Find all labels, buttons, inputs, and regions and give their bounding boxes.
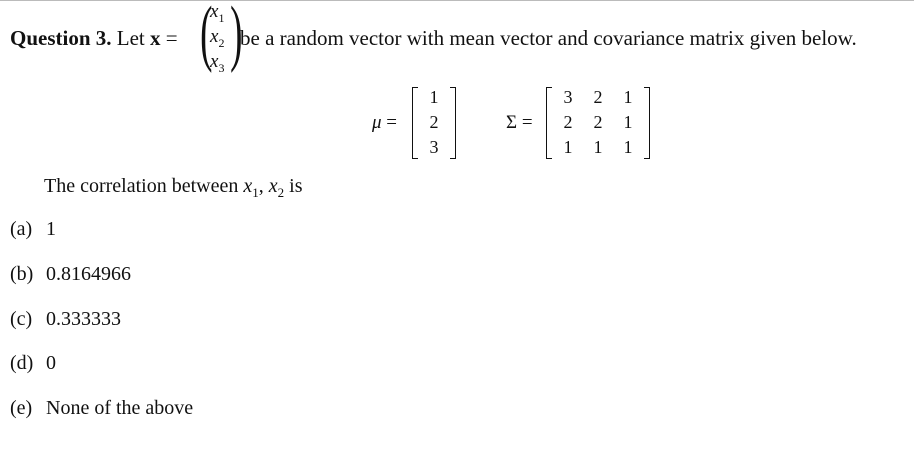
cov-right-bracket [644,87,650,159]
mu-symbol: μ [372,112,382,133]
left-paren-icon: ( [200,0,213,74]
cov-cell: 1 [623,112,633,132]
mean-label [372,112,397,134]
mean-right-bracket [450,87,456,159]
option-c[interactable]: (c) 0.333333 [10,308,121,330]
sigma-equals: = [521,112,533,133]
vector-entry-1: $x_1$ [210,1,225,25]
vector-x [200,0,243,78]
question-vector-symbol: x [150,26,161,50]
sigma-label [506,112,533,134]
question-intro [10,26,178,51]
cov-cell: 2 [563,112,573,132]
mean-equals: = [386,112,398,133]
cov-cell: 1 [623,137,633,157]
right-paren-icon: ) [230,0,243,74]
correlation-prompt: The correlation between $x_1$, $x_2$ is [44,175,303,200]
cov-cell: 1 [593,137,603,157]
question-equals: = [165,26,178,50]
cov-cell: 1 [563,137,573,157]
option-b[interactable]: (b) 0.8164966 [10,263,131,285]
cov-cell: 2 [593,87,603,107]
mean-left-bracket [412,87,418,159]
question-label: Question 3. [10,26,112,50]
mean-value-2: 2 [429,112,439,132]
option-d[interactable]: (d) 0 [10,352,56,374]
cov-left-bracket [546,87,552,159]
mean-value-1: 1 [429,87,439,107]
sigma-symbol: Σ [506,112,518,133]
top-rule [0,0,914,1]
option-e[interactable]: (e) None of the above [10,397,194,419]
option-a[interactable]: (a) 1 [10,218,56,240]
cov-cell: 2 [593,112,603,132]
cov-cell: 1 [623,87,633,107]
question-rest: be a random vector with mean vector and covariance matrix given below. [240,26,857,50]
vector-entry-2: $x_2$ [210,26,225,50]
vector-entry-3: $x_3$ [210,51,225,75]
mean-value-3: 3 [429,137,439,157]
cov-cell: 3 [563,87,573,107]
question-let: Let [116,26,145,50]
